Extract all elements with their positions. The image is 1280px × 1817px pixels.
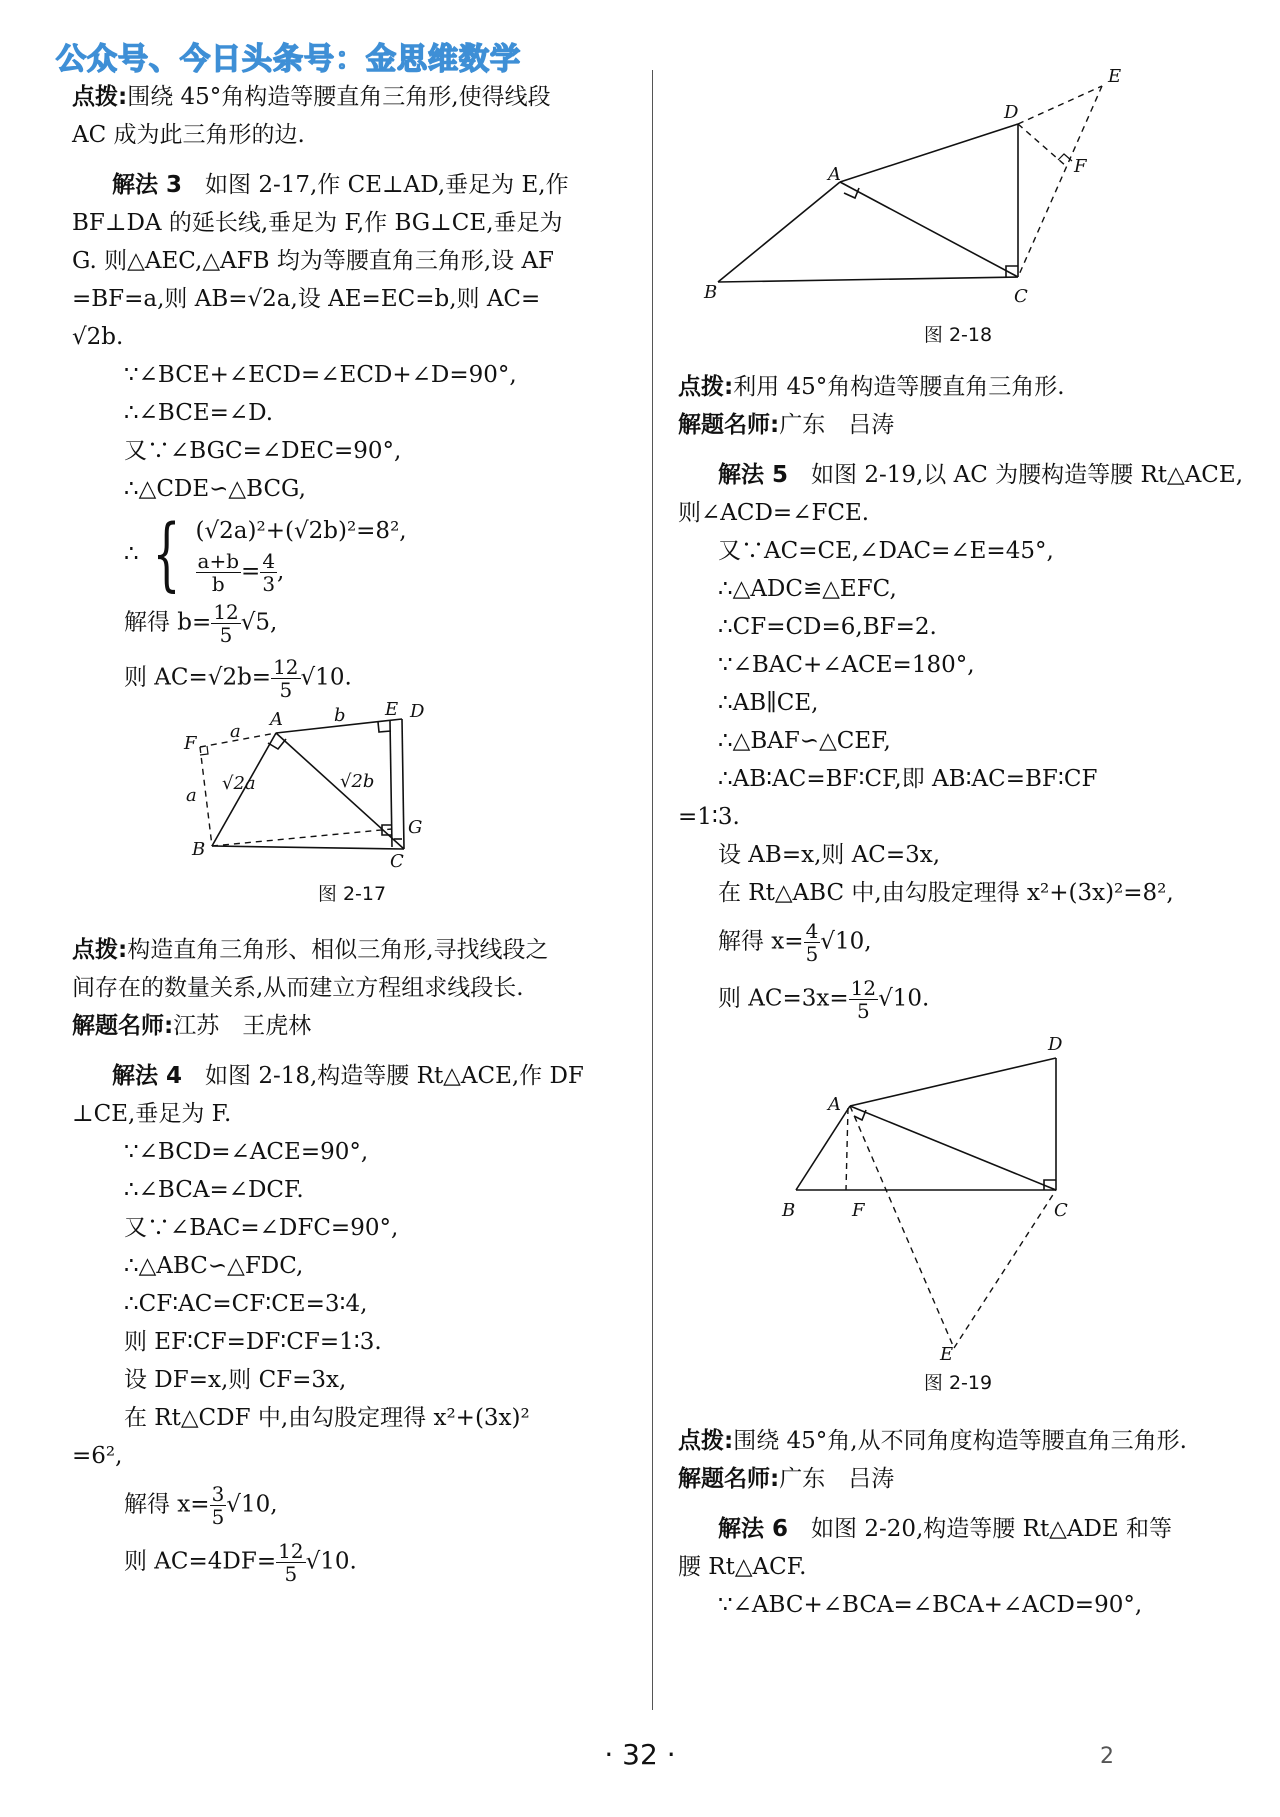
figure-2-19	[678, 1030, 1238, 1360]
method-4-step: ∵∠BCD=∠ACE=90°,	[124, 1139, 369, 1165]
tip-3: 点拨:利用 45°角构造等腰直角三角形.	[678, 374, 1065, 400]
method-4-line-2: ⊥CE,垂足为 F.	[72, 1101, 232, 1127]
label-A: A	[828, 1094, 841, 1115]
label-G: G	[408, 817, 423, 838]
figure-2-17	[72, 701, 632, 871]
teacher-1: 解题名师:江苏 王虎林	[72, 1013, 312, 1039]
method-4-step: 在 Rt△CDF 中,由勾股定理得 x²+(3x)²	[124, 1405, 530, 1431]
label-root2b: √2b	[340, 771, 375, 792]
label-A: A	[828, 164, 841, 185]
label-F: F	[1074, 156, 1087, 177]
method-6-line-2: 腰 Rt△ACF.	[678, 1554, 807, 1580]
label-a-left: a	[186, 785, 197, 806]
method-5-step: ∴AB∶AC=BF∶CF,即 AB∶AC=BF∶CF	[718, 766, 1098, 792]
label-C: C	[390, 851, 404, 871]
left-column	[72, 78, 632, 1585]
label-E: E	[385, 701, 399, 720]
method-3-line-3: G. 则△AEC,△AFB 均为等腰直角三角形,设 AF	[72, 248, 555, 274]
method-5-result: 则 AC=3x= $\frac{12}{5}$ √10.	[718, 976, 930, 1023]
method-5-step: ∴AB∥CE,	[718, 690, 819, 716]
tip-1: 点拨:围绕 45°角构造等腰直角三角形,使得线段	[72, 84, 551, 110]
method-5-step: 又∵AC=CE,∠DAC=∠E=45°,	[718, 538, 1054, 564]
figure-2-17-caption: 图 2-17	[317, 883, 387, 905]
label-b: b	[334, 705, 346, 726]
label-D: D	[1048, 1034, 1063, 1055]
method-3-line-1: 解法 3 如图 2-17,作 CE⊥AD,垂足为 E,作	[112, 172, 569, 198]
label-C: C	[1014, 286, 1028, 307]
method-3-step: ∵∠BCE+∠ECD=∠ECD+∠D=90°,	[124, 362, 517, 388]
method-5-step: 设 AB=x,则 AC=3x,	[718, 842, 941, 868]
watermark: 公众号、今日头条号：金思维数学	[56, 42, 521, 77]
label-B: B	[782, 1200, 796, 1221]
method-5-step: ∴△BAF∽△CEF,	[718, 728, 891, 754]
label-D: D	[1004, 102, 1019, 123]
method-3-solve: 解得 b= $\frac{12}{5}$ √5,	[124, 600, 278, 647]
label-root2a: √2a	[222, 773, 256, 794]
tip-4: 点拨:围绕 45°角,从不同角度构造等腰直角三角形.	[678, 1428, 1187, 1454]
tip-2-line2: 间存在的数量关系,从而建立方程组求线段长.	[72, 975, 524, 1001]
page-number: · 32 ·	[604, 1738, 676, 1771]
method-5-line-1: 解法 5 如图 2-19,以 AC 为腰构造等腰 Rt△ACE,	[718, 462, 1244, 488]
method-3-step: ∴∠BCE=∠D.	[124, 400, 274, 426]
tip-2: 点拨:构造直角三角形、相似三角形,寻找线段之	[72, 937, 549, 963]
equation-2: $\frac{a+b}{b}$ = $\frac{4}{3}$ ,	[197, 549, 285, 596]
method-5-step: ∴△ADC≌△EFC,	[718, 576, 897, 602]
teacher-3: 解题名师:广东 吕涛	[678, 1466, 895, 1492]
equation-1: (√2a)²+(√2b)²=8²,	[195, 518, 407, 544]
method-4-solve: 解得 x= $\frac{3}{5}$ √10,	[124, 1482, 278, 1529]
method-4-line-1: 解法 4 如图 2-18,构造等腰 Rt△ACE,作 DF	[112, 1063, 584, 1089]
method-6-line-1: 解法 6 如图 2-20,构造等腰 Rt△ADE 和等	[718, 1516, 1173, 1542]
label-D: D	[410, 701, 425, 722]
label-a-top: a	[230, 721, 241, 742]
equation-system: ∴ { (√2a)²+(√2b)²=8², $\frac{a+b}{b}$ = $\frac{4}{3}$ ,	[124, 506, 407, 600]
method-3-step: ∴△CDE∽△BCG,	[124, 476, 306, 502]
corner-mark: 2	[1100, 1744, 1114, 1769]
label-B: B	[192, 839, 206, 860]
label-B: B	[704, 282, 718, 303]
method-5-step: ∵∠BAC+∠ACE=180°,	[718, 652, 975, 678]
label-F: F	[852, 1200, 865, 1221]
figure-2-18-caption: 图 2-18	[923, 324, 993, 346]
method-4-step: ∴CF∶AC=CF∶CE=3∶4,	[124, 1291, 368, 1317]
method-4-step: 则 EF∶CF=DF∶CF=1∶3.	[124, 1329, 382, 1355]
method-3-result: 则 AC=√2b= $\frac{12}{5}$ √10.	[124, 655, 352, 702]
method-3-step: 又∵∠BGC=∠DEC=90°,	[124, 438, 402, 464]
method-3-line-5: √2b.	[72, 324, 124, 350]
method-4-step: 又∵∠BAC=∠DFC=90°,	[124, 1215, 399, 1241]
method-4-step: ∴△ABC∽△FDC,	[124, 1253, 304, 1279]
label-C: C	[1054, 1200, 1068, 1221]
label-F: F	[184, 733, 197, 754]
method-3-line-4: =BF=a,则 AB=√2a,设 AE=EC=b,则 AC=	[72, 286, 541, 312]
method-5-solve: 解得 x= $\frac{4}{5}$ √10,	[718, 919, 872, 966]
right-column	[678, 62, 1244, 1624]
tip-1-line2: AC 成为此三角形的边.	[72, 122, 305, 148]
method-6-step: ∵∠ABC+∠BCA=∠BCA+∠ACD=90°,	[718, 1592, 1143, 1618]
method-5-cont: =1∶3.	[678, 804, 740, 830]
label-E: E	[1108, 66, 1122, 87]
label-A: A	[270, 709, 283, 730]
method-4-result: 则 AC=4DF= $\frac{12}{5}$ √10.	[124, 1539, 357, 1586]
column-divider	[652, 70, 653, 1710]
label-E: E	[940, 1344, 954, 1360]
method-5-line-2: 则∠ACD=∠FCE.	[678, 500, 870, 526]
teacher-2: 解题名师:广东 吕涛	[678, 412, 895, 438]
method-4-cont: =6²,	[72, 1443, 123, 1469]
method-4-step: ∴∠BCA=∠DCF.	[124, 1177, 304, 1203]
method-4-step: 设 DF=x,则 CF=3x,	[124, 1367, 347, 1393]
method-3-line-2: BF⊥DA 的延长线,垂足为 F,作 BG⊥CE,垂足为	[72, 210, 563, 236]
figure-2-18	[678, 62, 1238, 312]
method-5-step: 在 Rt△ABC 中,由勾股定理得 x²+(3x)²=8²,	[718, 880, 1174, 906]
method-5-step: ∴CF=CD=6,BF=2.	[718, 614, 937, 640]
figure-2-19-caption: 图 2-19	[923, 1372, 993, 1394]
